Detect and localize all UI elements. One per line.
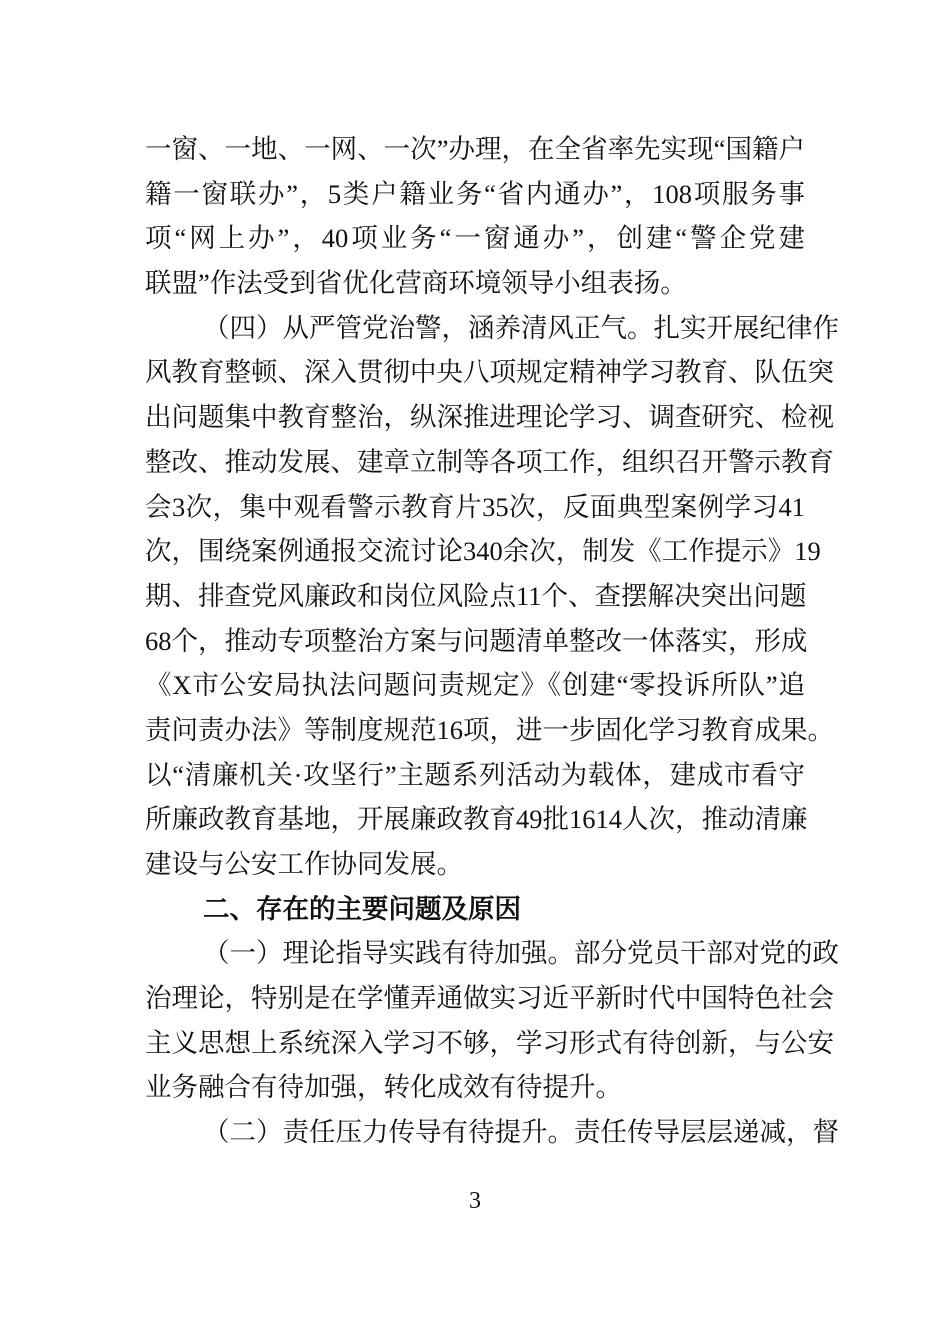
line-text: 责任传导层层递减，督: [574, 1117, 839, 1148]
text-line: [145, 976, 834, 1021]
text-line: [145, 127, 805, 172]
subsection-title: （二）责任压力传导有待提升。: [203, 1117, 574, 1149]
section-heading: 二、存在的主要问题及原因: [203, 893, 521, 925]
line-text: 以“清廉机关·攻坚行”主题系列活动为载体，建成市看守: [145, 759, 805, 790]
text-line: [145, 842, 805, 887]
text-line: [145, 440, 834, 485]
line-text: 治理论，特别是在学懂弄通做实习近平新时代中国特色社会: [145, 983, 834, 1014]
line-text: 业务融合有待加强，转化成效有待提升。: [145, 1072, 622, 1103]
line-text: 一窗、一地、一网、一次”办理，在全省率先实现“国籍户: [145, 134, 805, 164]
line-text: 部分党员干部对党的政: [574, 938, 839, 969]
line-text: 项“网上办”，40项业务“一窗通办”，创建“警企党建: [145, 223, 805, 254]
line-text: 籍一窗联办”，5类户籍业务“省内通办”，108项服务事: [145, 178, 805, 209]
text-line: [145, 395, 834, 440]
text-line: [145, 1021, 834, 1066]
text-line: [145, 172, 805, 217]
line-text: 68个，推动专项整治方案与问题清单整改一体落实，形成: [145, 625, 808, 656]
line-text: 会3次，集中观看警示教育片35次，反面典型案例学习41: [145, 491, 805, 522]
text-line: [145, 350, 834, 395]
text-line: [145, 663, 805, 708]
text-line: [145, 931, 839, 976]
document-body: [145, 127, 839, 1155]
line-text: 主义思想上系统深入学习不够，学习形式有待创新，与公安: [145, 1027, 834, 1058]
section-heading-line: [145, 887, 805, 932]
text-line: [145, 753, 805, 798]
line-text: 建设与公安工作协同发展。: [145, 849, 463, 879]
line-text: 扎实开展纪律作: [653, 312, 839, 343]
line-text: 风教育整顿、深入贯彻中央八项规定精神学习教育、队伍突: [145, 357, 834, 388]
line-text: 整改、推动发展、建章立制等各项工作，组织召开警示教育: [145, 446, 834, 477]
line-text: 联盟”作法受到省优化营商环境领导小组表扬。: [145, 268, 687, 299]
text-line: [145, 797, 808, 842]
page-number: 3: [469, 1188, 481, 1214]
text-line: [145, 261, 805, 306]
line-text: 次，围绕案例通报交流讨论340余次，制发《工作提示》19: [145, 536, 821, 567]
text-line: [145, 574, 805, 619]
text-line: [145, 529, 821, 574]
line-text: 期、排查党风廉政和岗位风险点11个、查摆解决突出问题: [145, 580, 807, 611]
text-line: [145, 708, 834, 753]
subsection-title: （四）从严管党治警，涵养清风正气。: [203, 312, 654, 344]
text-line: [145, 306, 839, 351]
line-text: 所廉政教育基地，开展廉政教育49批1614人次，推动清廉: [145, 804, 808, 835]
text-line: [145, 485, 805, 530]
line-text: 责问责办法》等制度规范16项，进一步固化学习教育成果。: [145, 714, 834, 745]
text-line: [145, 1110, 839, 1155]
line-text: 《X市公安局执法问题问责规定》《创建“零投诉所队”追: [145, 670, 805, 701]
text-line: [145, 216, 805, 261]
subsection-title: （一）理论指导实践有待加强。: [203, 938, 574, 970]
text-line: [145, 1065, 805, 1110]
line-text: 出问题集中教育整治，纵深推进理论学习、调查研究、检视: [145, 402, 834, 433]
text-line: [145, 619, 808, 664]
